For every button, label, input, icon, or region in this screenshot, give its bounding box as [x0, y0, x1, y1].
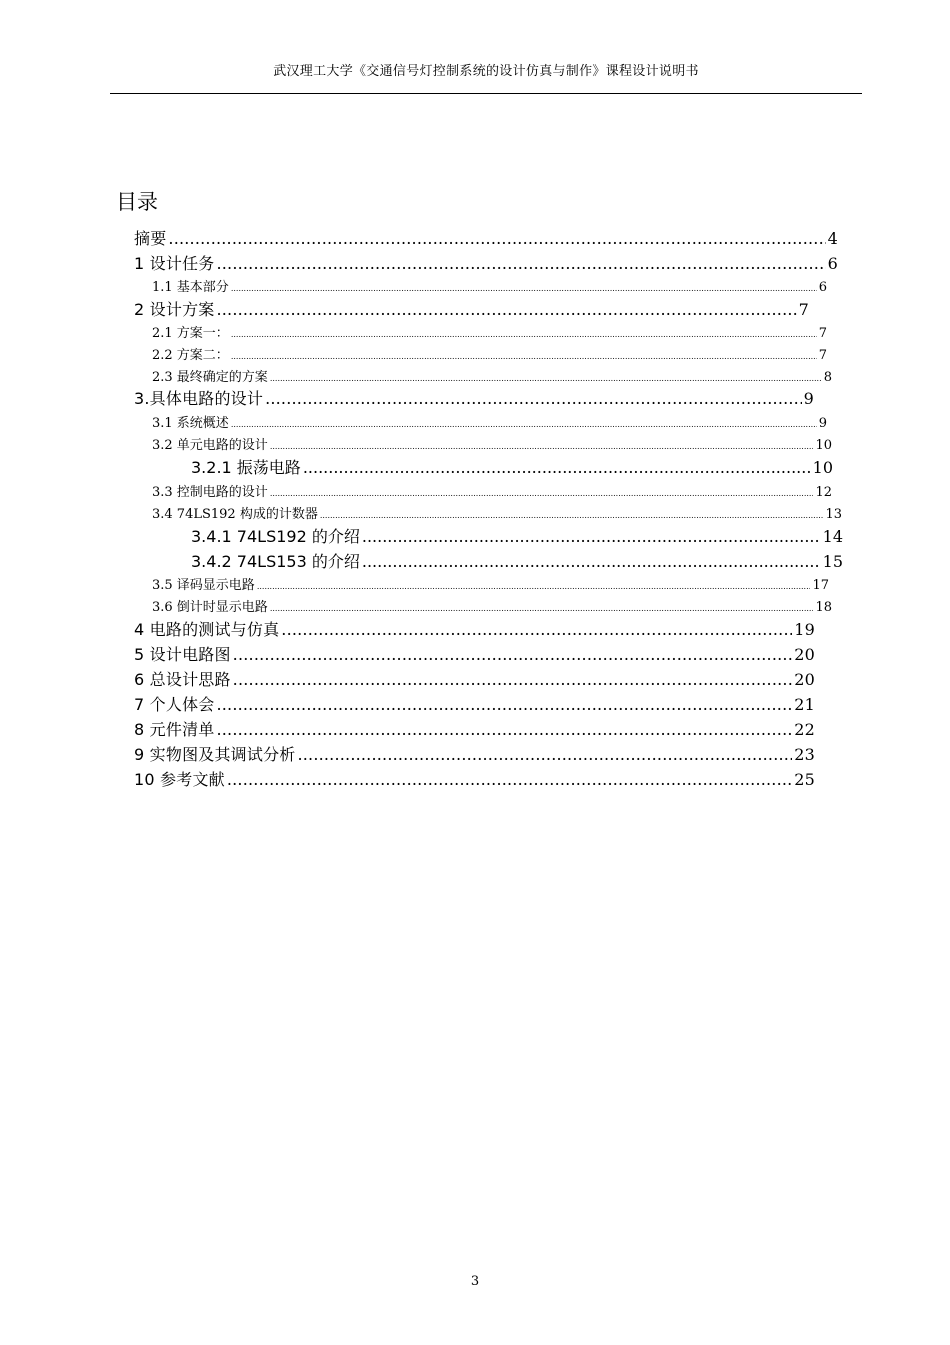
toc-leader-dots: [233, 670, 793, 689]
toc-entry-page: 6: [827, 254, 838, 273]
header-rule: [110, 93, 862, 94]
toc-entry[interactable]: [152, 322, 827, 341]
toc-entry-label: 3.5 译码显示电路: [152, 578, 255, 593]
toc-entry-page: 7: [798, 300, 809, 319]
toc-entry-label: 2.3 最终确定的方案: [152, 370, 268, 385]
toc-entry[interactable]: [191, 455, 833, 478]
toc-leader-dots: [231, 330, 817, 339]
toc-leader-dots: [227, 770, 792, 789]
toc-leader-dots: [257, 582, 811, 591]
toc-entry[interactable]: [152, 503, 842, 522]
toc-entry-page: 4: [827, 229, 838, 248]
toc-entry[interactable]: [152, 366, 832, 385]
toc-entry-page: 22: [794, 720, 815, 739]
toc-entry[interactable]: [152, 412, 827, 431]
toc-leader-dots: [265, 389, 802, 408]
toc-leader-dots: [168, 229, 825, 248]
toc-entry-page: 23: [794, 745, 815, 764]
toc-entry-page: 12: [815, 485, 832, 500]
toc-entry[interactable]: [152, 574, 829, 593]
toc-entry[interactable]: [191, 524, 843, 547]
toc-entry-page: 20: [794, 645, 815, 664]
toc-entry-label: 5 设计电路图: [134, 645, 231, 664]
toc-entry[interactable]: [191, 549, 843, 572]
toc-entry-label: 3.2 单元电路的设计: [152, 438, 268, 453]
toc-entry-page: 20: [794, 670, 815, 689]
toc-entry-label: 摘要: [134, 229, 167, 248]
toc-entry-page: 17: [812, 578, 829, 593]
toc-entry-label: 7 个人体会: [134, 695, 215, 714]
toc-entry-label: 3.4 74LS192 构成的计数器: [152, 507, 318, 522]
toc-entry-label: 8 元件清单: [134, 720, 215, 739]
toc-entry-page: 14: [822, 527, 843, 546]
toc-entry-page: 10: [812, 458, 833, 477]
toc-entry-label: 3.6 倒计时显示电路: [152, 600, 268, 615]
toc-entry-label: 10 参考文献: [134, 770, 225, 789]
toc-entry[interactable]: [152, 276, 827, 295]
toc-entry-page: 9: [803, 389, 814, 408]
page-number: 3: [470, 1274, 480, 1289]
toc-leader-dots: [297, 745, 792, 764]
toc-entry[interactable]: [134, 717, 815, 740]
toc-entry[interactable]: [134, 742, 815, 765]
toc-entry[interactable]: [134, 692, 815, 715]
toc-entry[interactable]: [134, 617, 815, 640]
toc-leader-dots: [231, 352, 817, 361]
toc-entry-page: 8: [823, 370, 832, 385]
toc-leader-dots: [231, 284, 817, 293]
toc-entry-label: 3.1 系统概述: [152, 416, 229, 431]
toc-entry-label: 4 电路的测试与仿真: [134, 620, 280, 639]
toc-entry-page: 25: [794, 770, 815, 789]
toc-leader-dots: [216, 254, 825, 273]
toc-leader-dots: [216, 720, 792, 739]
toc-entry-page: 10: [815, 438, 832, 453]
toc-entry-page: 7: [818, 348, 827, 363]
toc-entry-label: 9 实物图及其调试分析: [134, 745, 296, 764]
toc-entry[interactable]: [134, 251, 838, 274]
running-header: 武汉理工大学《交通信号灯控制系统的设计仿真与制作》课程设计说明书: [273, 64, 699, 79]
toc-entry[interactable]: [134, 642, 815, 665]
toc-leader-dots: [216, 695, 792, 714]
toc-entry[interactable]: [134, 767, 815, 790]
toc-entry-label: 2 设计方案: [134, 300, 215, 319]
toc-entry-label: 2.1 方案一：: [152, 326, 229, 341]
toc-entry[interactable]: [152, 344, 827, 363]
toc-entry[interactable]: [134, 667, 815, 690]
toc-leader-dots: [216, 300, 796, 319]
toc-entry[interactable]: [134, 386, 814, 409]
toc-leader-dots: [270, 442, 814, 451]
toc-leader-dots: [303, 458, 811, 477]
toc-entry[interactable]: [134, 297, 809, 320]
toc-entry-page: 7: [818, 326, 827, 341]
toc-entry-page: 19: [794, 620, 815, 639]
toc-entry-page: 6: [818, 280, 827, 295]
toc-leader-dots: [231, 420, 817, 429]
toc-entry[interactable]: [134, 226, 838, 249]
toc-leader-dots: [362, 552, 821, 571]
toc-entry-label: 3.具体电路的设计: [134, 389, 264, 408]
toc-leader-dots: [281, 620, 792, 639]
toc-entry[interactable]: [152, 481, 832, 500]
toc-entry-page: 21: [794, 695, 815, 714]
toc-leader-dots: [270, 489, 814, 498]
toc-leader-dots: [320, 511, 824, 520]
toc-entry-label: 2.2 方案二：: [152, 348, 229, 363]
toc-entry-page: 18: [815, 600, 832, 615]
toc-entry-page: 13: [825, 507, 842, 522]
toc-entry-label: 1 设计任务: [134, 254, 215, 273]
toc-entry-page: 15: [822, 552, 843, 571]
toc-entry-label: 3.3 控制电路的设计: [152, 485, 268, 500]
toc-entry-page: 9: [818, 416, 827, 431]
toc-entry-label: 3.2.1 振荡电路: [191, 458, 301, 477]
toc-leader-dots: [270, 604, 814, 613]
toc-leader-dots: [233, 645, 793, 664]
toc-entry-label: 6 总设计思路: [134, 670, 231, 689]
toc-entry[interactable]: [152, 596, 832, 615]
toc-title: 目录: [116, 190, 158, 214]
toc-leader-dots: [362, 527, 821, 546]
toc-leader-dots: [270, 374, 822, 383]
toc-entry-label: 1.1 基本部分: [152, 280, 229, 295]
toc-entry-label: 3.4.1 74LS192 的介绍: [191, 527, 360, 546]
toc-entry[interactable]: [152, 434, 832, 453]
toc-entry-label: 3.4.2 74LS153 的介绍: [191, 552, 360, 571]
